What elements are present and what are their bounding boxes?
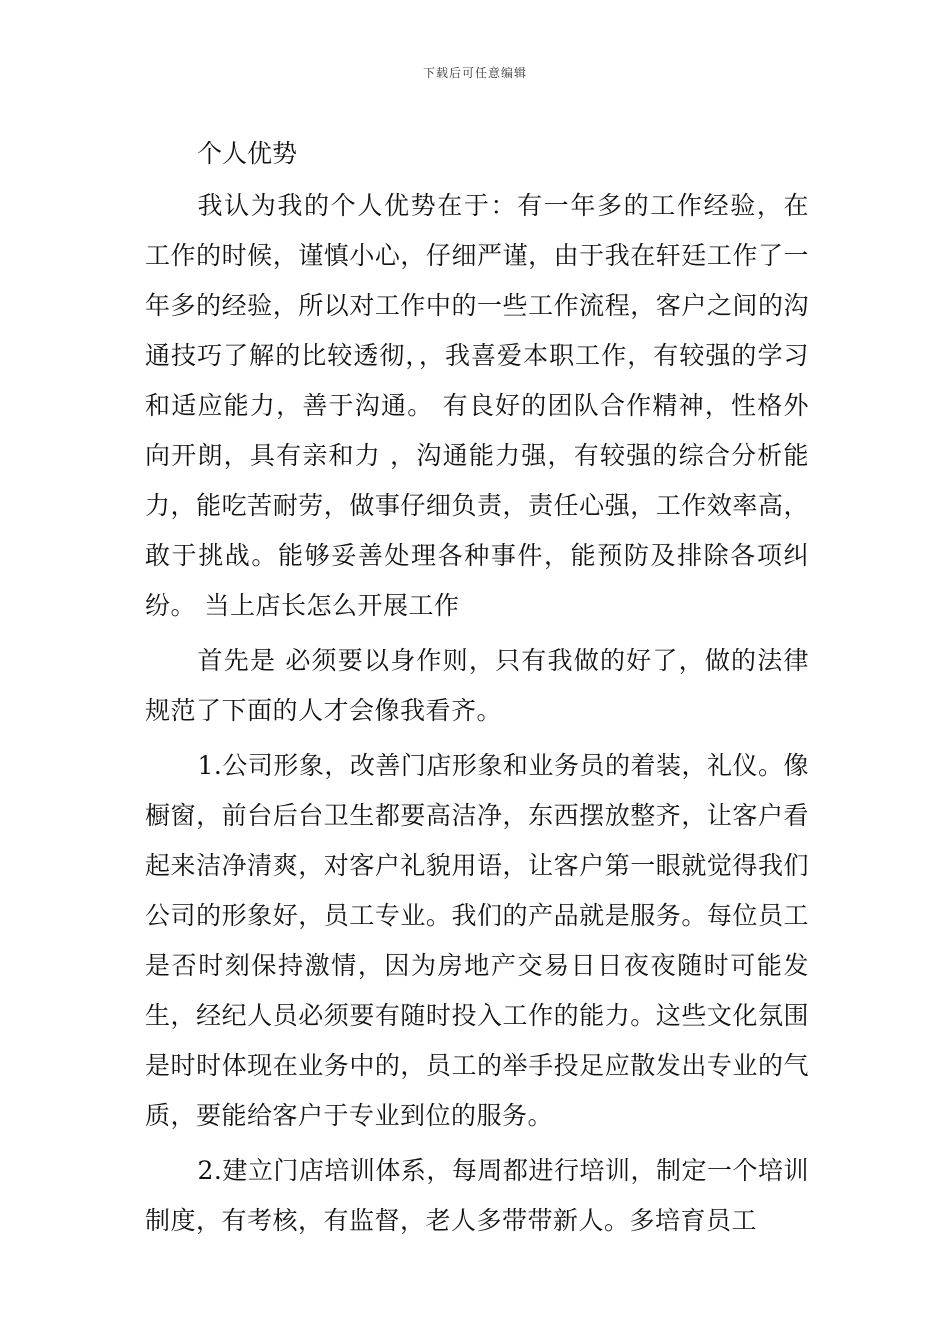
section-heading: 个人优势 — [197, 139, 298, 168]
paragraph-lead-by-example: 首先是 必须要以身作则，只有我做的好了，做的法律规范了下面的人才会像我看齐。 — [145, 646, 809, 725]
document-body — [145, 132, 809, 1246]
paragraph-company-image: 1.公司形象，改善门店形象和业务员的着装，礼仪。像橱窗，前台后台卫生都要高洁净，东西摆放整齐，让客户看起来洁净清爽，对客户礼貌用语，让客户第一眼就觉得我们公司的形象好，员工专业。我们的产品就是服务。每位员工是否时刻保持激情，因为房地产交易日日夜夜随时可能发生，经纪人员必须要有随时投入工作的能力。这些文化氛围是时时体现在业务中的，员工的举手投足应散发出专业的气质，要能给客户于专业到位的服务。 — [145, 751, 809, 1130]
header-note: 下载后可任意编辑 — [422, 66, 527, 80]
paragraph-training-system: 2.建立门店培训体系，每周都进行培训，制定一个培训制度，有考核，有监督，老人多带带新人。多培育员工 — [145, 1156, 809, 1235]
paragraph-personal-strengths: 我认为我的个人优势在于：有一年多的工作经验，在工作的时候，谨慎小心，仔细严谨，由于我在轩廷工作了一年多的经验，所以对工作中的一些工作流程，客户之间的沟通技巧了解的比较透彻，，我喜爱本职工作，有较强的学习和适应能力，善于沟通。 有良好的团队合作精神，性格外向开朗，具有亲和力 ，沟通能力强，有较强的综合分析能力，能吃苦耐劳，做事仔细负责，责任心强，工作效率高，敢于挑战。能够妥善处理各种事件，能预防及排除各项纠纷。 当上店长怎么开展工作 — [145, 191, 809, 620]
